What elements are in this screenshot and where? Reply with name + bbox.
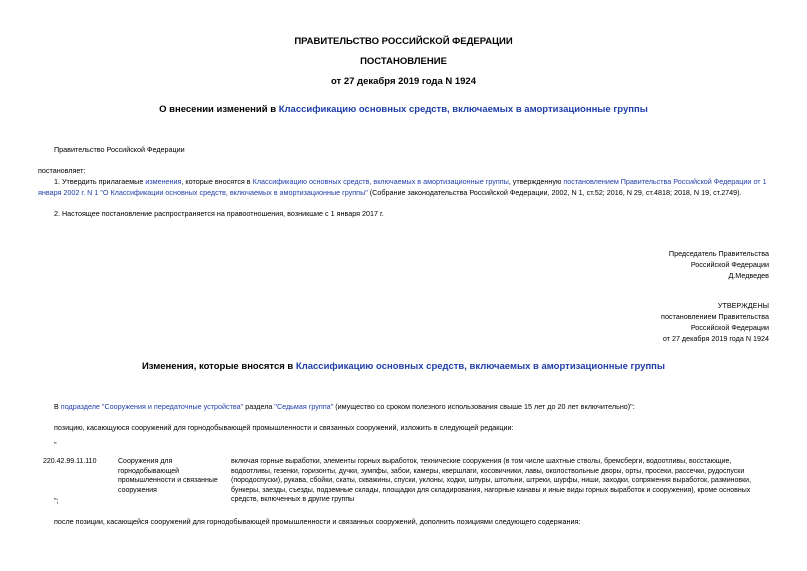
approved-country: Российской Федерации bbox=[690, 323, 769, 332]
document-type: ПОСТАНОВЛЕНИЕ bbox=[360, 56, 447, 67]
document-title-prefix: О внесении изменений в bbox=[159, 104, 279, 115]
changes-intro-text-c: (имущество со сроком полезного использования свыше 15 лет до 20 лет включительно)": bbox=[333, 402, 635, 411]
changes-title-prefix: Изменения, которые вносятся в bbox=[141, 361, 296, 372]
paragraph-2: 2. Настоящее постановление распространяется на правоотношения, возникшие с 1 января 2017 г. bbox=[54, 209, 384, 218]
position-instruction: позицию, касающуюся сооружений для горнодобывающей промышленности и связанных сооружений, изложить в следующей редакции: bbox=[54, 423, 514, 432]
changes-intro-text-a: В bbox=[54, 402, 61, 411]
changes-link[interactable]: изменения bbox=[145, 177, 182, 186]
after-instruction: после позиции, касающейся сооружений для горнодобывающей промышленности и связанных сооружений, дополнить позициями следующего содержания: bbox=[54, 517, 581, 526]
changes-classification-link[interactable]: Классификацию основных средств, включаемых в амортизационные группы bbox=[295, 361, 666, 372]
paragraph-1-text-a: 1. Утвердить прилагаемые bbox=[54, 177, 146, 186]
paragraph-1 bbox=[38, 177, 774, 198]
signature-country: Российской Федерации bbox=[690, 260, 769, 269]
approved-date: от 27 декабря 2019 года N 1924 bbox=[662, 334, 769, 343]
approved-block bbox=[500, 300, 769, 344]
classification-link[interactable]: Классификацию основных средств, включаемых в амортизационные группы bbox=[252, 177, 509, 186]
row-code: 220.42.99.11.110 bbox=[43, 458, 97, 465]
document-title bbox=[0, 104, 807, 115]
government-heading: ПРАВИТЕЛЬСТВО РОССИЙСКОЙ ФЕДЕРАЦИИ bbox=[294, 36, 513, 47]
changes-intro bbox=[54, 402, 774, 413]
row-description: включая горные выработки, элементы горных выработок, технические сооружения (в том числе шахтные стволы, бремсберги, водоотливы, восстающие, водоотливы, гезенки, горизонты, дучки, зумпфы, забои, камеры, квершлаги, косовичники, лавы, околоствольные дворы, орты, просеки, рассечки, рудоспуски (породоспуски), рукава, сбойки, скаты, скважины, спуски, уклоны, ходки, шпуры, штольни, штреки, шурфы, ниши, заходки, сопряжения выработок, разминовки, бункеры, заезды, съезды, подземные склады, площадки для складирования, нагорные канавы и иные виды горных выработок и сооружения), кроме основных средств, включенных в другие группы bbox=[231, 458, 752, 503]
signature-name: Д.Медведев bbox=[728, 271, 769, 280]
paragraph-1-text-c: , утвержденную bbox=[508, 177, 564, 186]
classification-title-link[interactable]: Классификацию основных средств, включаемых в амортизационные группы bbox=[278, 104, 648, 115]
changes-intro-text-b: раздела bbox=[243, 402, 275, 411]
approved-by: постановлением Правительства bbox=[661, 312, 769, 321]
group-link[interactable]: "Седьмая группа" bbox=[274, 402, 334, 411]
paragraph-1-text-b: , которые вносятся в bbox=[181, 177, 253, 186]
quote-close: "; bbox=[54, 496, 59, 505]
signature-block bbox=[500, 248, 769, 281]
quote-open: " bbox=[54, 440, 57, 449]
changes-title bbox=[0, 361, 807, 372]
paragraph-1-text-d: (Собрание законодательства Российской Федерации, 2002, N 1, ст.52; 2016, N 29, ст.4818; 2018, N 19, ст.2749). bbox=[367, 187, 742, 197]
approved-label: УТВЕРЖДЕНЫ bbox=[717, 301, 769, 310]
subsection-link[interactable]: подразделе "Сооружения и передаточные устройства" bbox=[60, 402, 244, 411]
document-date-number: от 27 декабря 2019 года N 1924 bbox=[330, 76, 476, 87]
issuer-text: Правительство Российской Федерации bbox=[54, 145, 185, 154]
row-name: Сооружения для горнодобывающей промышленности и связанные сооружения bbox=[118, 458, 218, 494]
signature-position: Председатель Правительства bbox=[668, 249, 769, 258]
decree-link[interactable]: постановлением Правительства Российской Федерации от 1 января 2002 г. N 1 "О Классификации основных средств, включаемых в амортизационные группы" bbox=[38, 177, 767, 197]
decides-text: постановляет: bbox=[38, 166, 86, 175]
